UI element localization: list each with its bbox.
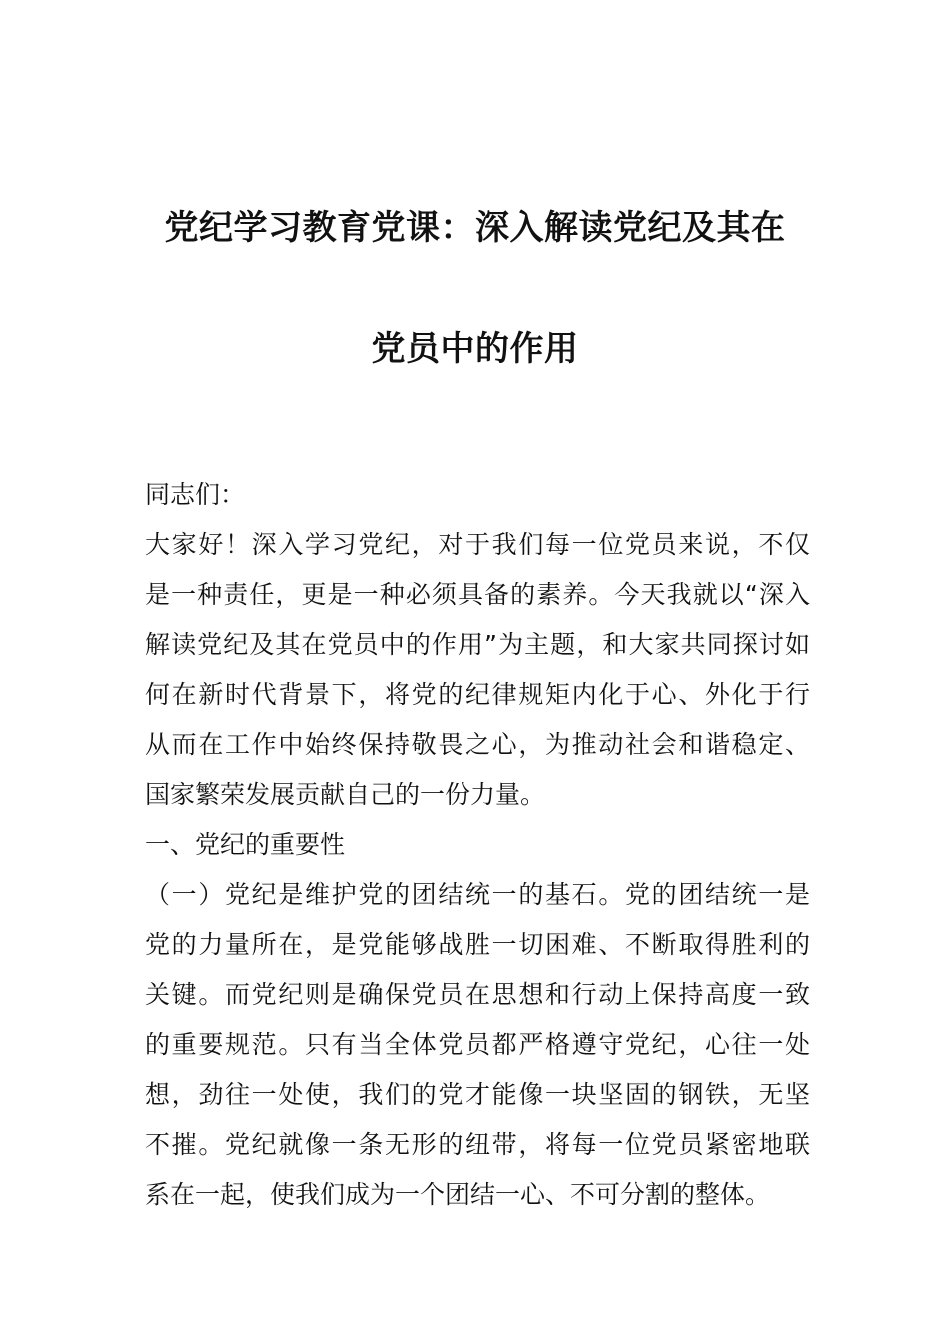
section-paragraph-line: 党的力量所在，是党能够战胜一切困难、不断取得胜利的: [145, 930, 810, 959]
section-paragraph-line: （一）党纪是维护党的团结统一的基石。党的团结统一是: [145, 880, 810, 909]
intro-line: 是一种责任，更是一种必须具备的素养。今天我就以“深入: [145, 580, 810, 609]
intro-line: 何在新时代背景下，将党的纪律规矩内化于心、外化于行: [145, 680, 810, 709]
document-body: [145, 470, 810, 1220]
intro-line: 解读党纪及其在党员中的作用”为主题，和大家共同探讨如: [145, 630, 810, 659]
intro-line: 国家繁荣发展贡献自己的一份力量。: [145, 780, 546, 809]
salutation: 同志们：: [145, 480, 246, 509]
section-heading: 一、党纪的重要性: [145, 830, 346, 859]
intro-line: 从而在工作中始终保持敬畏之心，为推动社会和谐稳定、: [145, 730, 810, 759]
document-title-line-1: 党纪学习教育党课：深入解读党纪及其在: [164, 208, 786, 248]
document-title-line-2: 党员中的作用: [371, 329, 579, 369]
section-paragraph-line: 关键。而党纪则是确保党员在思想和行动上保持高度一致: [145, 980, 810, 1009]
section-paragraph-line: 系在一起，使我们成为一个团结一心、不可分割的整体。: [145, 1180, 771, 1209]
section-paragraph-line: 的重要规范。只有当全体党员都严格遵守党纪，心往一处: [145, 1030, 810, 1059]
intro-line: 大家好！深入学习党纪，对于我们每一位党员来说，不仅: [145, 530, 810, 559]
section-paragraph-line: 不摧。党纪就像一条无形的纽带，将每一位党员紧密地联: [145, 1130, 810, 1159]
section-paragraph-line: 想，劲往一处使，我们的党才能像一块坚固的钢铁，无坚: [145, 1080, 810, 1109]
